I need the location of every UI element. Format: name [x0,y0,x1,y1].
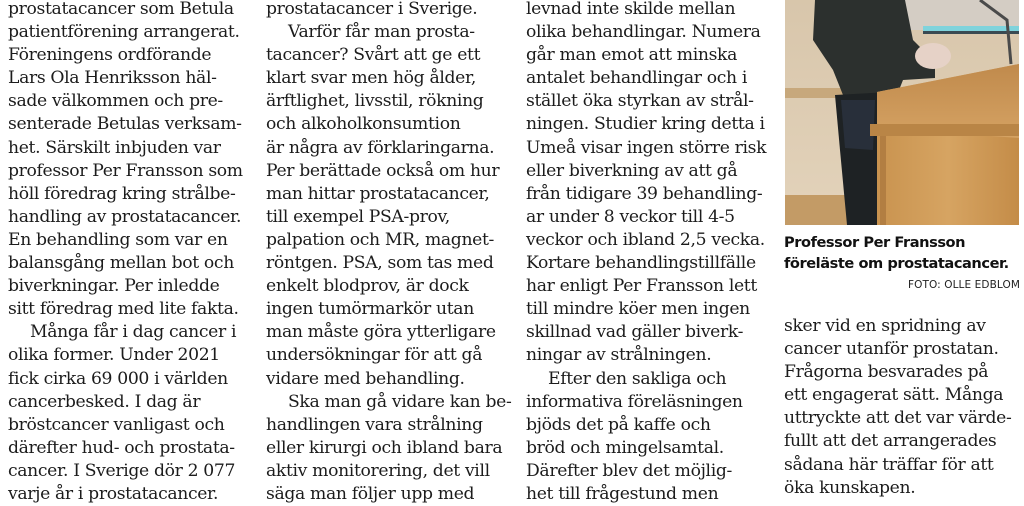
text-line: Per berättade också om hur [266,160,500,181]
caption-line-2: föreläste om prostatacancer. [784,255,1009,272]
text-line: handling av prostatacancer. [8,206,242,227]
text-line: säga man följer upp med [266,483,475,504]
text-line: bjöds det på kaffe och [526,414,711,435]
podium-photo-icon [785,0,1019,225]
text-line: sådana här träffar för att [784,454,994,475]
text-line: Umeå visar ingen större risk [526,137,767,158]
text-line: Efter den sakliga och [548,368,727,389]
text-line: biverkningar. Per inledde [8,276,220,297]
text-line: stället öka styrkan av strål- [526,91,754,112]
text-line: sitt föredrag med lite fakta. [8,299,239,320]
text-line: ingen tumörmarkör utan [266,299,474,320]
text-line: het till frågestund men [526,483,719,504]
text-line: patientförening arrangerat. [8,22,240,43]
text-line: undersökningar för att gå [266,345,483,366]
article-column-1 [8,0,243,506]
text-line: prostatacancer som Betula [8,0,234,19]
text-line: bröstcancer vanligast och [8,414,225,435]
text-line: Varför får man prosta- [288,22,475,43]
text-line: till exempel PSA-prov, [266,206,450,227]
text-line: eller biverkning av att gå [526,160,738,181]
text-line: ar under 8 veckor till 4-5 [526,206,735,227]
text-line: Kortare behandlingstillfälle [526,253,756,274]
text-line: varje år i prostatacancer. [8,483,219,504]
text-line: informativa föreläsningen [526,391,743,412]
text-line: senterade Betulas verksam- [8,114,242,135]
text-line: Lars Ola Henriksson häl- [8,68,217,89]
text-line: Frågorna besvarades på [784,362,989,383]
text-line: fick cirka 69 000 i världen [8,368,228,389]
article-column-4 [784,315,1011,500]
text-line: sker vid en spridning av [784,316,986,336]
article-column-3 [526,0,766,506]
text-line: cancer utanför prostatan. [784,339,999,360]
text-line: röntgen. PSA, som tas med [266,253,494,274]
text-line: sade välkommen och pre- [8,91,223,112]
text-line: Föreningens ordförande [8,45,212,66]
text-line: ningen. Studier kring detta i [526,114,765,135]
text-line: veckor och ibland 2,5 vecka. [526,229,765,250]
text-line: öka kunskapen. [784,477,916,498]
text-line: levnad inte skilde mellan [526,0,736,19]
text-line: cancerbesked. I dag är [8,391,201,412]
text-line: Många får i dag cancer i [30,322,237,343]
text-line: uttryckte att det var värde- [784,408,1012,429]
text-line: enkelt blodprov, är dock [266,276,469,297]
text-line: eller kirurgi och ibland bara [266,437,503,458]
text-line: därefter hud- och prostata- [8,437,235,458]
text-line: het. Särskilt inbjuden var [8,137,221,158]
text-line: man hittar prostatacancer, [266,183,490,204]
text-line: skillnad vad gäller biverk- [526,322,744,343]
text-line: Ska man gå vidare kan be- [288,391,512,412]
text-line: olika former. Under 2021 [8,345,220,366]
photo-speaker-at-podium [785,0,1019,225]
text-line: prostatacancer i Sverige. [266,0,478,19]
text-line: bröd och mingelsamtal. [526,437,724,458]
text-line: antalet behandlingar och i [526,68,747,89]
text-line: är några av förklaringarna. [266,137,495,158]
text-line: höll föredrag kring strålbe- [8,183,236,204]
text-line: tacancer? Svårt att ge ett [266,45,481,66]
text-line: En behandling som var en [8,229,228,250]
text-line: man måste göra ytterligare [266,322,496,343]
text-line: från tidigare 39 behandling- [526,183,763,204]
text-line: går man emot att minska [526,45,738,66]
caption-line-1: Professor Per Fransson [784,234,966,251]
text-line: professor Per Fransson som [8,160,243,181]
photo-caption [784,232,1020,293]
text-line: handlingen vara strålning [266,414,483,435]
text-line: Därefter blev det möjlig- [526,460,732,481]
text-line: vidare med behandling. [266,368,465,389]
text-line: har enligt Per Fransson lett [526,276,757,297]
photo-credit: FOTO: OLLE EDBLOM [907,279,1020,291]
text-line: ett engagerat sätt. Många [784,385,1004,406]
text-line: och alkoholkonsumtion [266,114,461,135]
text-line: balansgång mellan bot och [8,253,234,274]
text-line: ärftlighet, livsstil, rökning [266,91,484,112]
text-line: olika behandlingar. Numera [526,22,761,43]
text-line: cancer. I Sverige dör 2 077 [8,460,236,481]
text-line: palpation och MR, magnet- [266,229,495,250]
text-line: ningar av strålningen. [526,345,712,366]
text-line: klart svar men hög ålder, [266,68,477,89]
article-column-2 [266,0,511,506]
text-line: till mindre köer men ingen [526,299,750,320]
text-line: aktiv monitorering, det vill [266,460,490,481]
text-line: fullt att det arrangerades [784,431,997,452]
